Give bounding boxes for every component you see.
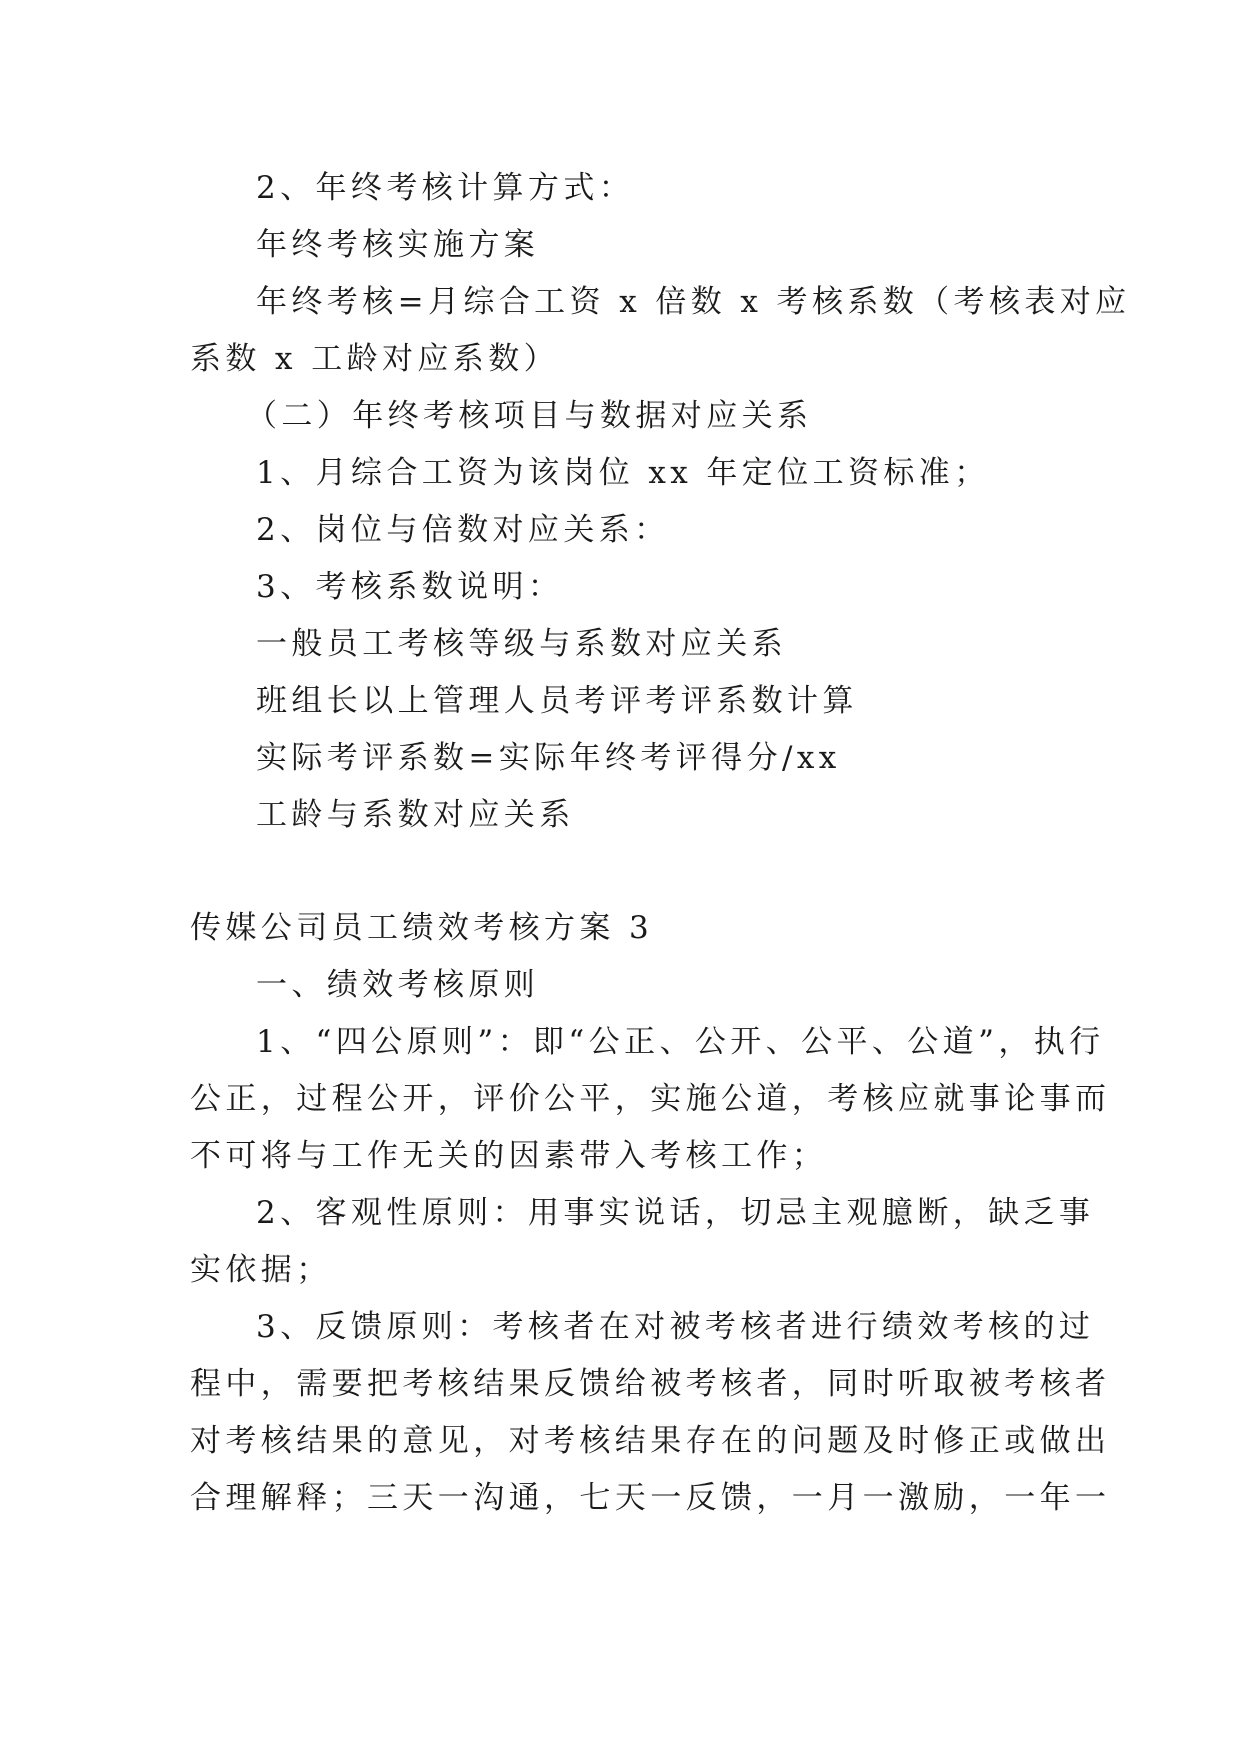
subsection-heading: （二）年终考核项目与数据对应关系 [246, 398, 813, 434]
section-heading-calculation: 2、年终考核计算方式： [256, 170, 635, 206]
document-title: 传媒公司员工绩效考核方案 3 [190, 910, 654, 946]
paragraph-line: 实依据； [190, 1252, 332, 1288]
paragraph-line: 公正，过程公开，评价公平，实施公道，考核应就事论事而 [190, 1081, 1111, 1117]
paragraph-line: 合理解释；三天一沟通，七天一反馈，一月一激励，一年一 [190, 1480, 1111, 1516]
text-line: 班组长以上管理人员考评考评系数计算 [256, 683, 858, 719]
text-line: 1、月综合工资为该岗位 xx 年定位工资标准； [256, 455, 990, 491]
text-line: 工龄与系数对应关系 [256, 797, 575, 833]
paragraph-line: 1、“四公原则”：即“公正、公开、公平、公道”，执行 [256, 1024, 1105, 1060]
paragraph-line: 不可将与工作无关的因素带入考核工作； [190, 1138, 828, 1174]
formula-line-continued: 系数 x 工龄对应系数） [190, 341, 559, 377]
text-line: 2、岗位与倍数对应关系： [256, 512, 670, 548]
formula-line: 实际考评系数=实际年终考评得分/xx [256, 740, 841, 776]
text-line: 一般员工考核等级与系数对应关系 [256, 626, 787, 662]
paragraph-line: 3、反馈原则：考核者在对被考核者进行绩效考核的过 [256, 1309, 1095, 1345]
text-line: 3、考核系数说明： [256, 569, 564, 605]
paragraph-line: 程中，需要把考核结果反馈给被考核者，同时听取被考核者 [190, 1366, 1111, 1402]
text-line: 年终考核实施方案 [256, 227, 540, 263]
section-heading-principles: 一、绩效考核原则 [256, 967, 540, 1003]
formula-line: 年终考核=月综合工资 x 倍数 x 考核系数（考核表对应 [256, 284, 1131, 320]
paragraph-line: 对考核结果的意见，对考核结果存在的问题及时修正或做出 [190, 1423, 1111, 1459]
paragraph-line: 2、客观性原则：用事实说话，切忌主观臆断，缺乏事 [256, 1195, 1095, 1231]
